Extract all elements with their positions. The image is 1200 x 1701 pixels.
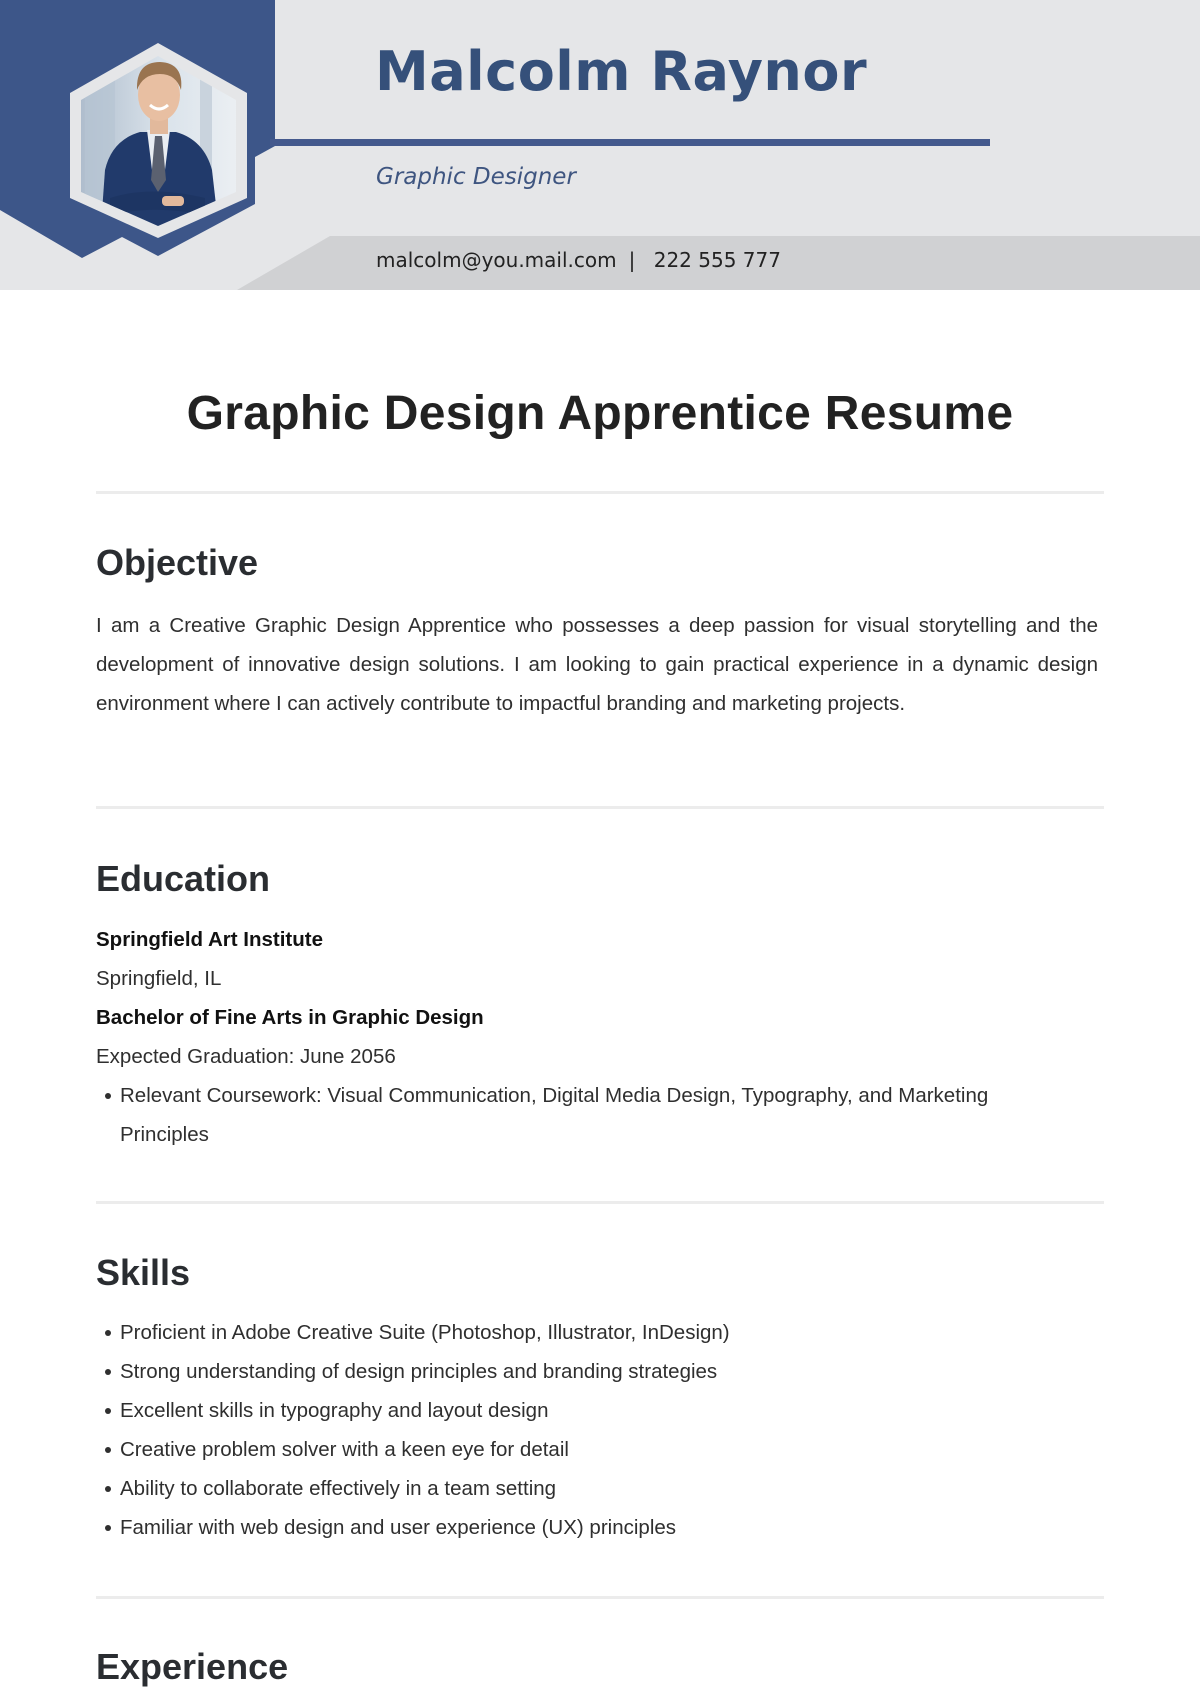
objective-text: I am a Creative Graphic Design Apprentice who possesses a deep passion for visual storytelling and the development of innovative design solutions. I am looking to gain practical experience in a dynamic design environment where I can actively contribute to impactful branding and marketing projects. — [96, 614, 1098, 715]
page-title: Graphic Design Apprentice Resume — [186, 387, 1014, 440]
email-link[interactable]: malcolm@you.mail.com — [376, 248, 617, 272]
name-underline — [270, 139, 990, 146]
skills-list — [96, 1313, 730, 1547]
section-heading-objective: Objective — [96, 542, 259, 583]
bullet-icon — [105, 1525, 111, 1531]
list-item: Creative problem solver with a keen eye for detail — [96, 1430, 730, 1469]
divider — [96, 1596, 1104, 1599]
education-institution: Springfield Art Institute — [96, 928, 324, 951]
candidate-name: Malcolm Raynor — [375, 40, 868, 103]
resume-header — [0, 0, 1200, 290]
contact-separator: | — [628, 248, 636, 272]
list-item: Relevant Coursework: Visual Communication, Digital Media Design, Typography, and Marketing Principles — [96, 1076, 1016, 1154]
list-item: Excellent skills in typography and layout design — [96, 1391, 730, 1430]
bullet-icon — [105, 1093, 111, 1099]
divider — [96, 491, 1104, 494]
bullet-icon — [105, 1408, 111, 1414]
list-item: Strong understanding of design principles and branding strategies — [96, 1352, 730, 1391]
divider — [96, 806, 1104, 809]
list-item: Proficient in Adobe Creative Suite (Photoshop, Illustrator, InDesign) — [96, 1313, 730, 1352]
divider — [96, 1201, 1104, 1204]
education-location: Springfield, IL — [96, 967, 222, 990]
bullet-icon — [105, 1330, 111, 1336]
education-bullets — [96, 1076, 1016, 1154]
education-degree: Bachelor of Fine Arts in Graphic Design — [96, 1006, 484, 1029]
candidate-role: Graphic Designer — [376, 164, 576, 190]
bullet-icon — [105, 1369, 111, 1375]
bullet-icon — [105, 1447, 111, 1453]
section-heading-skills: Skills — [96, 1252, 191, 1293]
section-heading-experience: Experience — [96, 1646, 289, 1687]
bullet-icon — [105, 1486, 111, 1492]
list-item: Ability to collaborate effectively in a team setting — [96, 1469, 730, 1508]
contact-info — [376, 247, 781, 273]
education-graduation: Expected Graduation: June 2056 — [96, 1045, 396, 1068]
list-item: Familiar with web design and user experience (UX) principles — [96, 1508, 730, 1547]
section-heading-education: Education — [96, 858, 271, 899]
phone-number[interactable]: 222 555 777 — [653, 248, 781, 272]
